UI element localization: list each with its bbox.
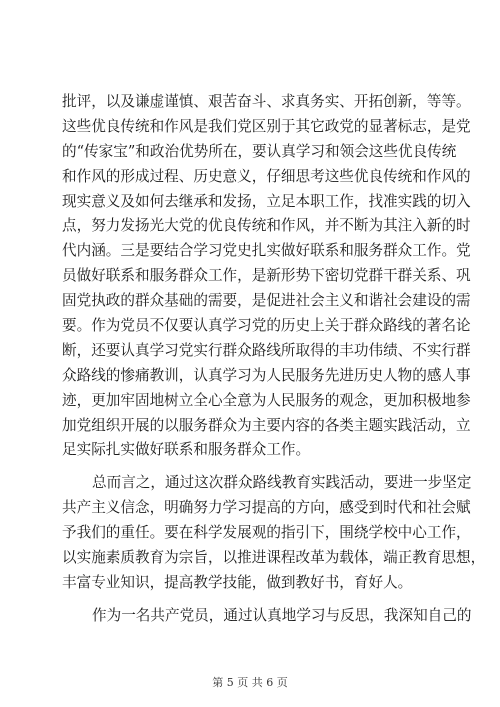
page-footer: 第 5 页 共 6 页	[212, 676, 288, 689]
text-line: 点，努力发扬光大党的优良传统和作风，并不断为其注入新的时	[62, 217, 471, 235]
text-line: 的“传家宝”和政治优势所在，要认真学习和领会这些优良传统	[62, 142, 457, 160]
text-line: 迹，更加牢固地树立全心全意为人民服务的观念，更加积极地参	[62, 391, 471, 409]
text-line: 批评，以及谦虚谨慎、艰苦奋斗、求真务实、开拓创新，等等。	[62, 93, 471, 110]
body-text	[62, 90, 486, 629]
text-line: 要。作为党员不仅要认真学习党的历史上关于群众路线的著名论	[62, 317, 471, 335]
text-line: 代内涵。三是要结合学习党史扎实做好联系和服务群众工作。党	[62, 242, 471, 260]
text-line: 员做好联系和服务群众工作，是新形势下密切党群干群关系、巩	[62, 267, 471, 285]
text-line: 和作风的形成过程、历史意义，仔细思考这些优良传统和作风的	[62, 167, 471, 185]
text-line: 断，还要认真学习党实行群众路线所取得的丰功伟绩、不实行群	[62, 341, 471, 359]
text-line: 现实意义及如何去继承和发扬，立足本职工作，找准实践的切入	[62, 192, 471, 210]
paragraph-gap	[62, 596, 448, 604]
text-line: 予我们的重任。要在科学发展观的指引下，围绕学校中心工作，	[62, 524, 471, 542]
paragraph	[62, 471, 486, 595]
paragraph-gap	[62, 463, 448, 471]
paragraph	[62, 604, 472, 629]
text-line: 固党执政的群众基础的需要，是促进社会主义和谐社会建设的需	[62, 292, 471, 310]
text-line: 这些优良传统和作风是我们党区别于其它政党的显著标志，是党	[62, 117, 471, 135]
text-line: 丰富专业知识，提高教学技能，做到教好书，育好人。	[62, 573, 413, 591]
text-line: 作为一名共产党员，通过认真地学习与反思，我深知自己的	[92, 606, 472, 624]
text-line: 以实施素质教育为宗旨，以推进课程改革为载体，端正教育思想，	[62, 549, 486, 567]
paragraph	[62, 90, 471, 463]
text-line: 加党组织开展的以服务群众为主要内容的各类主题实践活动，立	[62, 416, 471, 434]
text-line: 足实际扎实做好联系和服务群众工作。	[62, 441, 311, 459]
text-line: 众路线的惨痛教训，认真学习为人民服务先进历史人物的感人事	[62, 366, 471, 384]
text-line: 总而言之，通过这次群众路线教育实践活动，要进一步坚定	[92, 474, 472, 492]
text-line: 共产主义信念，明确努力学习提高的方向，感受到时代和社会赋	[62, 499, 471, 517]
